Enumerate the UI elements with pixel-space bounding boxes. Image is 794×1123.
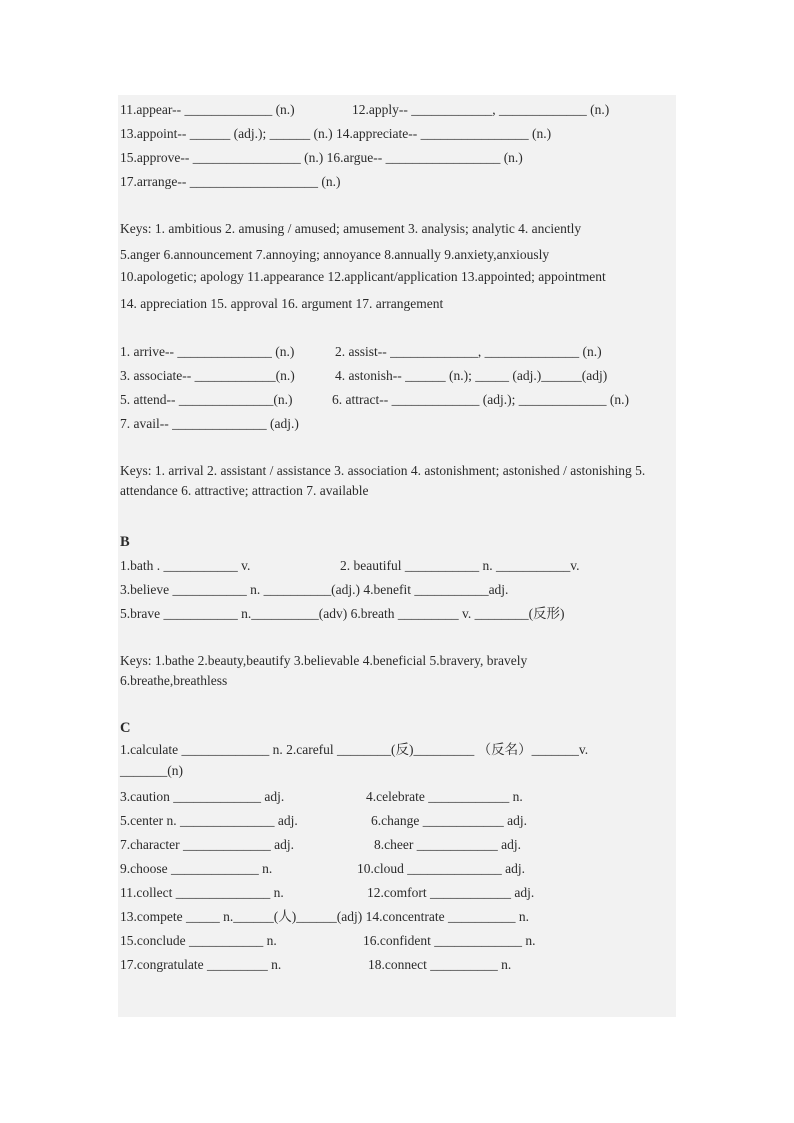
section-heading-b: B [120,534,130,550]
answer-key-line: 6.breathe,breathless [120,673,228,688]
exercise-row [120,881,676,905]
exercise-item: 11.appear-- _____________ (n.) [120,102,295,117]
exercise-item: 7.character _____________ adj. [120,836,294,852]
exercise-row: 5.brave ___________ n.__________(adv) 6.breath _________ v. ________(反形) [120,606,565,621]
exercise-row: 7. avail-- ______________ (adj.) [120,416,299,431]
exercise-item: 12.apply-- ____________, _____________ (n.) [352,102,610,117]
exercise-item: 2. assist-- _____________, ______________ (n.) [335,344,602,359]
exercise-item: 3.caution _____________ adj. [120,788,285,804]
exercise-row [120,929,676,953]
exercise-item: 16.confident _____________ n. [363,932,536,948]
exercise-item: 6. attract-- _____________ (adj.); _____________ (n.) [332,392,629,407]
exercise-item: 12.comfort ____________ adj. [367,884,535,900]
exercise-row [120,364,676,388]
exercise-row: 3.believe ___________ n. __________(adj.) 4.benefit ___________adj. [120,582,509,597]
exercise-row [120,785,676,809]
exercise-item: 8.cheer ____________ adj. [374,836,521,852]
exercise-row [120,98,676,122]
exercise-item: 1. arrive-- ______________ (n.) [120,344,295,359]
exercise-row: 13.appoint-- ______ (adj.); ______ (n.) 14.appreciate-- ________________ (n.) [120,126,552,141]
exercise-item: 18.connect __________ n. [368,956,512,972]
worksheet-content [120,98,676,977]
section-heading-c: C [120,720,131,736]
exercise-item: 5.center n. ______________ adj. [120,812,298,828]
answer-key-line: 10.apologetic; apology 11.appearance 12.applicant/application 13.appointed; appointment [120,269,606,284]
exercise-row [120,388,676,412]
exercise-item: 4. astonish-- ______ (n.); _____ (adj.)______(adj) [335,368,608,383]
exercise-item: 3. associate-- ____________(n.) [120,368,295,383]
answer-key-paragraph: Keys: 1. arrival 2. assistant / assistance 3. association 4. astonishment; astonished / astonishing 5. attendance 6. attractive; attraction 7. available [120,462,646,498]
answer-key-line: 14. appreciation 15. approval 16. argument 17. arrangement [120,295,444,311]
answer-key-line: 5.anger 6.announcement 7.annoying; annoyance 8.annually 9.anxiety,anxiously [120,247,550,262]
exercise-item: 9.choose _____________ n. [120,860,273,876]
exercise-row [120,953,676,977]
exercise-item: 11.collect ______________ n. [120,884,284,900]
exercise-row: 13.compete _____ n.______(人)______(adj) 14.concentrate __________ n. [120,908,530,924]
exercise-item: 4.celebrate ____________ n. [366,788,523,804]
exercise-item: 17.congratulate _________ n. [120,956,282,972]
exercise-item: 10.cloud ______________ adj. [357,860,525,876]
exercise-row: 17.arrange-- ___________________ (n.) [120,174,341,189]
exercise-item: 15.conclude ___________ n. [120,932,277,948]
answer-key-line: Keys: 1. ambitious 2. amusing / amused; amusement 3. analysis; analytic 4. anciently [120,220,582,236]
exercise-item: 6.change ____________ adj. [371,812,527,828]
exercise-row [120,857,676,881]
exercise-row: 1.calculate _____________ n. 2.careful ________(反)_________ （反名）_______v. [120,742,589,757]
exercise-row [120,833,676,857]
exercise-row: 15.approve-- ________________ (n.) 16.argue-- _________________ (n.) [120,150,523,165]
exercise-item: 2. beautiful ___________ n. ___________v. [340,558,580,573]
exercise-row [120,554,676,578]
exercise-item: 1.bath . ___________ v. [120,558,251,573]
exercise-row [120,340,676,364]
answer-key-line: Keys: 1.bathe 2.beauty,beautify 3.believable 4.beneficial 5.bravery, bravely [120,652,528,668]
exercise-row [120,809,676,833]
exercise-item: 5. attend-- ______________(n.) [120,392,293,407]
exercise-row: _______(n) [120,762,183,778]
